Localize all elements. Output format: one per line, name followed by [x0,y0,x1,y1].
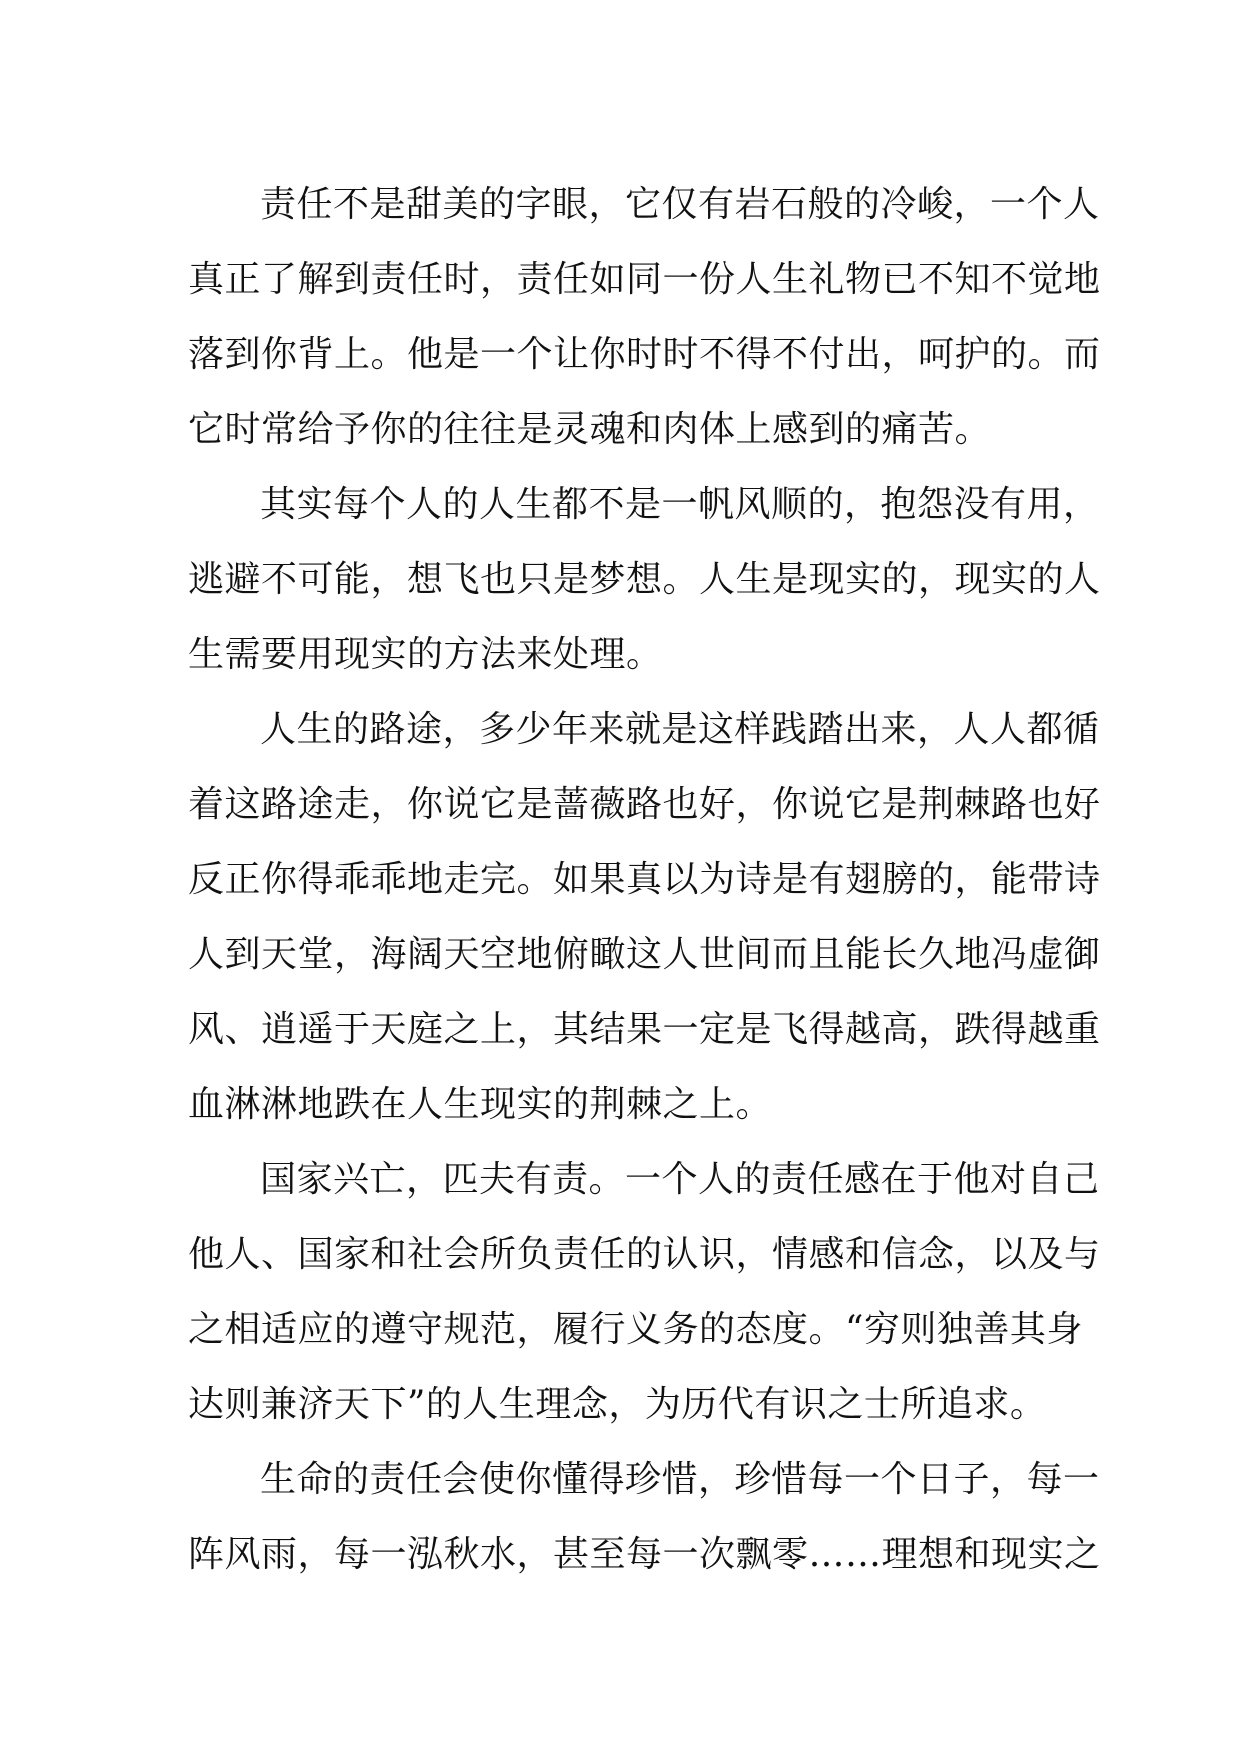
paragraph-line: 阵风雨，每一泓秋水，甚至每一次飘零……理想和现实之 [188,1534,1101,1575]
paragraph-line: 着这路途走，你说它是蔷薇路也好，你说它是荆棘路也好 [188,784,1101,825]
paragraph-3 [188,692,1101,1142]
paragraph-line: 责任不是甜美的字眼，它仅有岩石般的冷峻，一个人 [260,184,1100,225]
paragraph-line: 真正了解到责任时，责任如同一份人生礼物已不知不觉地 [188,259,1101,300]
paragraph-line: 生需要用现实的方法来处理。 [188,634,663,675]
paragraph-line: 生命的责任会使你懂得珍惜，珍惜每一个日子，每一 [260,1459,1100,1500]
paragraph-line: 风、逍遥于天庭之上，其结果一定是飞得越高，跌得越重 [188,1009,1101,1050]
paragraph-2 [188,467,1101,692]
paragraph-5 [188,1442,1101,1592]
paragraph-line: 逃避不可能，想飞也只是梦想。人生是现实的，现实的人 [188,559,1101,600]
paragraph-line: 他人、国家和社会所负责任的认识，情感和信念，以及与 [188,1234,1101,1275]
paragraph-line: 其实每个人的人生都不是一帆风顺的，抱怨没有用， [260,484,1100,525]
paragraph-line: 达则兼济天下”的人生理念，为历代有识之士所追求。 [188,1384,1047,1425]
paragraph-line: 人生的路途，多少年来就是这样践踏出来，人人都循 [260,709,1100,750]
document-body [188,167,1101,1592]
paragraph-line: 之相适应的遵守规范，履行义务的态度。“穷则独善其身 [188,1309,1083,1350]
paragraph-line: 血淋淋地跌在人生现实的荆棘之上。 [188,1084,773,1125]
paragraph-line: 它时常给予你的往往是灵魂和肉体上感到的痛苦。 [188,409,992,450]
paragraph-4 [188,1142,1101,1442]
paragraph-1 [188,167,1101,467]
paragraph-line: 反正你得乖乖地走完。如果真以为诗是有翅膀的，能带诗 [188,859,1101,900]
paragraph-line: 落到你背上。他是一个让你时时不得不付出，呵护的。而 [188,334,1101,375]
paragraph-line: 人到天堂，海阔天空地俯瞰这人世间而且能长久地冯虚御 [188,934,1101,975]
paragraph-line: 国家兴亡，匹夫有责。一个人的责任感在于他对自己 [260,1159,1100,1200]
